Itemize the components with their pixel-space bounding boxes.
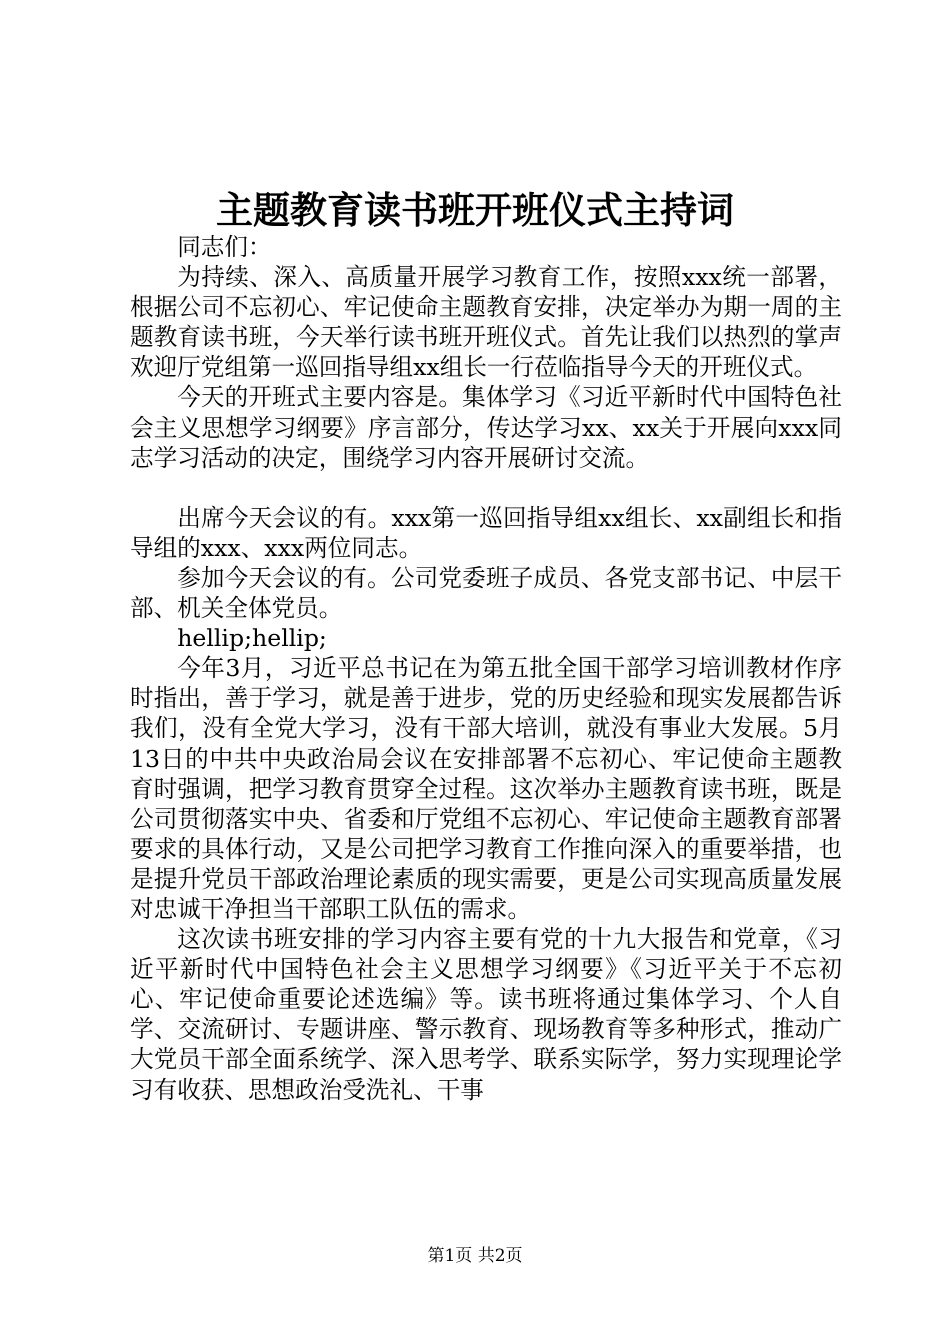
document-body bbox=[130, 232, 842, 1105]
page-footer: 第1页 共2页 bbox=[427, 1246, 523, 1266]
salutation: 同志们： bbox=[177, 233, 272, 261]
paragraph-content: 这次读书班安排的学习内容主要有党的十九大报告和党章，《习近平新时代中国特色社会主义思想学习纲要》《习近平关于不忘初心、牢记使命重要论述选编》等。读书班将通过集体学习、个人自学、交流研讨、专题讲座、警示教育、现场教育等多种形式，推动广大党员干部全面系统学、深入思考学、联系实际学，努力实现理论学习有收获、思想政治受洗礼、干事 bbox=[130, 925, 842, 1104]
document-title: 主题教育读书班开班仪式主持词 bbox=[216, 188, 734, 232]
paragraph-opening: 为持续、深入、高质量开展学习教育工作，按照xxx统一部署，根据公司不忘初心、牢记使命主题教育安排，决定举办为期一周的主题教育读书班，今天举行读书班开班仪式。首先让我们以热烈的掌声欢迎厅党组第一巡回指导组xx组长一行莅临指导今天的开班仪式。 bbox=[130, 263, 842, 382]
paragraph-participants: 参加今天会议的有。公司党委班子成员、各党支部书记、中层干部、机关全体党员。 bbox=[130, 563, 842, 623]
paragraph-ellipsis: hellip;hellip; bbox=[177, 624, 327, 653]
paragraph-attendees: 出席今天会议的有。xxx第一巡回指导组xx组长、xx副组长和指导组的xxx、xxx两位同志。 bbox=[130, 503, 842, 562]
paragraph-agenda: 今天的开班式主要内容是。集体学习《习近平新时代中国特色社会主义思想学习纲要》序言部分，传达学习xx、xx关于开展向xxx同志学习活动的决定，围绕学习内容开展研讨交流。 bbox=[130, 383, 842, 472]
paragraph-background: 今年3月，习近平总书记在为第五批全国干部学习培训教材作序时指出，善于学习，就是善于进步，党的历史经验和现实发展都告诉我们，没有全党大学习，没有干部大培训，就没有事业大发展。5月13日的中共中央政治局会议在安排部署不忘初心、牢记使命主题教育时强调，把学习教育贯穿全过程。这次举办主题教育读书班，既是公司贯彻落实中央、省委和厅党组不忘初心、牢记使命主题教育部署要求的具体行动，又是公司把学习教育工作推向深入的重要举措，也是提升党员干部政治理论素质的现实需要，更是公司实现高质量发展对忠诚干净担当干部职工队伍的需求。 bbox=[130, 654, 842, 923]
